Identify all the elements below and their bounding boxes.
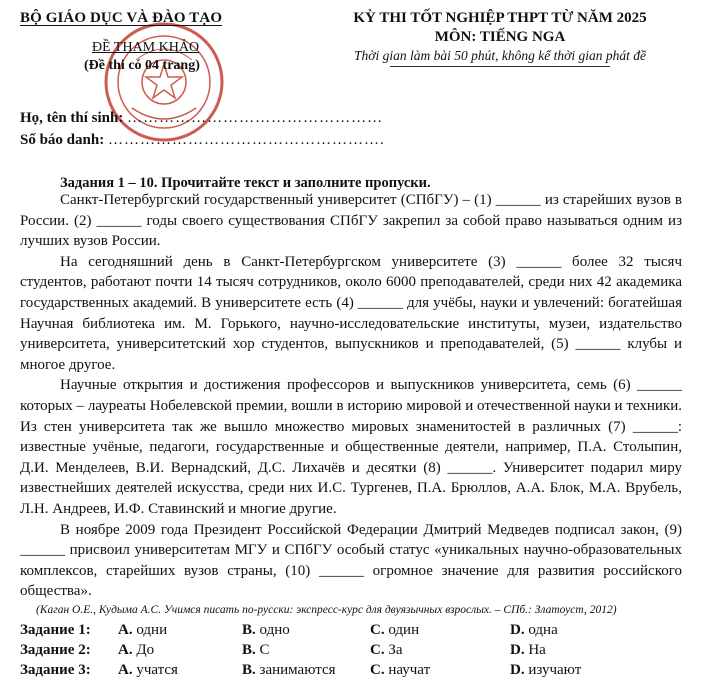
option-d[interactable]: D. одна: [510, 622, 558, 638]
source-citation: (Каган О.Е., Кудыма А.С. Учимся писать по-русски: экспресс-курс для двуязычных взрослых. – СПб.: Златоуст, 2012): [36, 604, 617, 616]
question-row: [20, 662, 700, 682]
question-label: Задание 3:: [20, 662, 91, 678]
exam-title: KỲ THI TỐT NGHIỆP THPT TỪ NĂM 2025: [353, 10, 647, 26]
page-count: (Đề thi có 04 trang): [84, 58, 200, 73]
question-label: Задание 1:: [20, 622, 91, 638]
option-b[interactable]: B. одно: [242, 622, 290, 638]
option-b[interactable]: B. занимаются: [242, 662, 336, 678]
paragraph: На сегодняшний день в Санкт-Петербургском университете (3) ______ более 32 тысяч студентов, работают почти 14 тысяч сотрудников, около 6000 преподавателей, среди них 42 академика государственных академий. В университете есть (4) ______ для учёбы, науки и увлечений: богатейшая Научная библиотека им. М. Горького, научно-исследовательские институты, музеи, издательство университета, университетский хор студентов, выпускников и преподавателей, (5) ______ клубы и многое другое.: [20, 253, 682, 373]
reading-text: [20, 190, 682, 602]
exam-type: ĐỀ THAM KHẢO: [92, 40, 200, 55]
option-d[interactable]: D. изучают: [510, 662, 582, 678]
answer-options: [20, 622, 700, 682]
option-c[interactable]: C. За: [370, 642, 403, 658]
exam-info-block: [305, 10, 695, 67]
candidate-name-dots: …………………………………………: [127, 110, 384, 126]
ministry-name: BỘ GIÁO DỤC VÀ ĐÀO TẠO: [20, 10, 223, 26]
candidate-name-field: [20, 110, 383, 127]
option-a[interactable]: A. учатся: [118, 662, 178, 678]
time-note: Thời gian làm bài 50 phút, không kể thời gian phát đề: [354, 48, 646, 63]
paragraph: Научные открытия и достижения профессоров и выпускников университета, семь (6) ______ которых – лауреаты Нобелевской премии, вошли в историю мировой и отечественной науки и техники. Из стен университета так же вышло множество мировых знаменитостей в различных (7) ______: известные учёные, педагоги, государственные и общественные деятели, например, П.А. Столыпин, Д.И. Менделеев, В.И. Вернадский, Д.С. Лихачёв и десятки (8) ______. Университет подарил миру известнейших деятелей искусства, среди них И.С. Тургенев, П.А. Брюллов, А.А. Блок, М.А. Врубель, Л.Н. Андреев, И.Ф. Ставинский и многие другие.: [20, 377, 682, 517]
option-a[interactable]: A. До: [118, 642, 155, 658]
candidate-number-dots: …………………………………………….: [107, 132, 385, 148]
candidate-number-field: [20, 132, 385, 149]
question-label: Задание 2:: [20, 642, 91, 658]
option-a[interactable]: A. одни: [118, 622, 168, 638]
question-row: [20, 622, 700, 642]
candidate-number-label: Số báo danh:: [20, 132, 105, 148]
issuer-block: [20, 10, 260, 27]
divider: [390, 66, 610, 67]
question-row: [20, 642, 700, 662]
subject: MÔN: TIẾNG NGA: [434, 29, 566, 45]
candidate-name-label: Họ, tên thí sinh:: [20, 110, 124, 126]
option-d[interactable]: D. На: [510, 642, 546, 658]
option-b[interactable]: B. С: [242, 642, 270, 658]
paragraph: В ноябре 2009 года Президент Российской Федерации Дмитрий Медведев подписал закон, (9) ______ присвоил университетам МГУ и СПбГУ особый статус «уникальных научно-образовательных комплексов, старейших вузов страны, (10) ______ огромное значение для развития российского общества».: [20, 521, 682, 600]
paragraph: Санкт-Петербургский государственный университет (СПбГУ) – (1) ______ из старейших вузов в России. (2) ______ годы своего существования СПбГУ закрепил за собой право называться одним из лучших вузов России.: [20, 192, 682, 250]
task-heading: Задания 1 – 10. Прочитайте текст и заполните пропуски.: [60, 175, 431, 191]
option-c[interactable]: C. один: [370, 622, 420, 638]
option-c[interactable]: C. научат: [370, 662, 431, 678]
